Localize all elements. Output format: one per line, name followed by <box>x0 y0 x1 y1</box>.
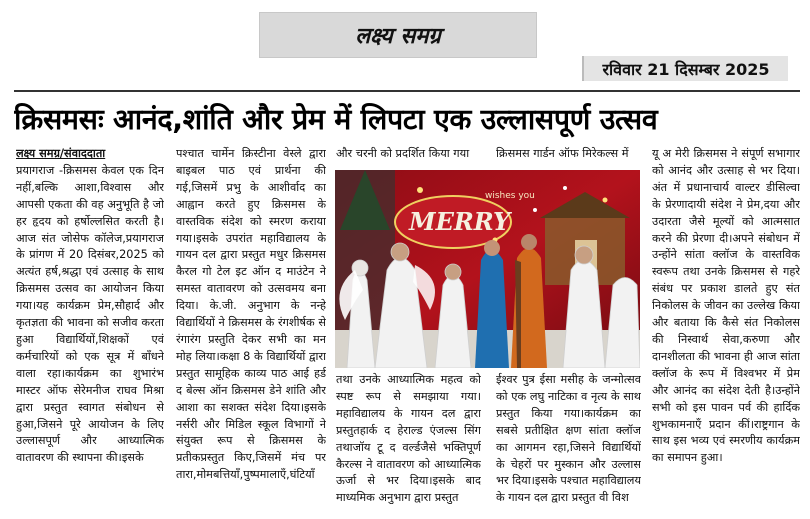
column-4-top-text: क्रिसमस गार्डन ऑफ मिरेकल्स में <box>496 147 629 160</box>
christmas-event-photo <box>335 170 640 368</box>
banner-text: MERRY <box>409 207 511 236</box>
article-column-3-top <box>336 146 481 166</box>
masthead-title: लक्ष्य समग्र <box>355 24 441 49</box>
article-column-5 <box>652 146 800 519</box>
article-column-3-bottom <box>336 372 481 519</box>
column-5-text: यू अ मेरी क्रिसमस ने संपूर्ण सभागार को आनंद और उत्साह से भर दिया।अंत में प्रधानाचार्य वाल्टर डीसिल्वा के प्रेरणादायी संदेश ने प्रेम,दया और उदारता जैसे मूल्यों को आत्मसात करने की प्रेरणा दी।अपने संबोधन में उन्होंने सांता क्लॉज के वास्तविक स्वरूप तथा उनके क्रिसमस से गहरे संबंध पर प्रकाश डालते हुए संत निकोलस के जीवन का उल्लेख किया और बताया कि कैसे संत निकोलस की निस्वार्थ सेवा,करुणा और दानशीलता की भावना ही आज सांता क्लॉज के रूप में विश्वभर में प्रेम और आनंद का संदेश देती है।उन्होंने सभी को इस पावन पर्व की हार्दिक शुभकामनाएँ प्रदान कीं।राष्ट्रगान के साथ इस भव्य एवं स्मरणीय कार्यक्रम का समापन हुआ। <box>652 147 800 465</box>
headline: क्रिसमसः आनंद,शांति और प्रेम में लिपटा एक उल्लासपूर्ण उत्सव <box>14 103 658 136</box>
wishes-text: wishes you <box>485 191 535 201</box>
article-column-2 <box>176 146 326 519</box>
column-3-bottom-text: तथा उनके आध्यात्मिक महत्व को स्पष्ट रूप से समझाया गया। महाविद्यालय के गायन दल द्वारा प्रस्तुतहार्क द हेराल्ड एंजल्स सिंग तथाजॉय टू द वर्ल्डजैसे भक्तिपूर्ण कैरल्स ने वातावरण को आध्यात्मिक ऊर्जा से भर दिया।इसके बाद माध्यमिक अनुभाग द्वारा प्रस्तुत <box>336 373 481 505</box>
column-2-text: पश्चात चार्मेन क्रिस्टीना वेस्ले द्वारा बाइबल पाठ एवं प्रार्थना की गई,जिसमें प्रभु के आशीर्वाद का आह्वान करते हुए क्रिसमस के वास्तविक संदेश को स्मरण कराया गया।इसके उपरांत महाविद्यालय के गायन दल द्वारा प्रस्तुत मधुर क्रिसमस कैरल गो टेल इट ऑन द माउंटेन ने समस्त वातावरण को उत्सवमय बना दिया। के.जी. अनुभाग के नन्हे विद्यार्थियों ने क्रिसमस के रंगशीर्षक से रंगारंग प्रस्तुति देकर सभी का मन मोह लिया।कक्षा 8 के विद्यार्थियों द्वारा प्रस्तुत सामूहिक काव्य पाठ आई हर्ड द बेल्स ऑन क्रिसमस डेने शांति और आशा का सशक्त संदेश दिया।इसके नर्सरी और मिडिल स्कूल विभागों ने संयुक्त रूप से क्रिसमस के प्रतीकप्रस्तुत किए,जिसमें मंच पर तारा,मोमबत्तियाँ,पुष्पमालाएँ,घंटियाँ <box>176 147 326 482</box>
column-4-bottom-text: ईश्वर पुत्र ईसा मसीह के जन्मोत्सव को एक लघु नाटिका व नृत्य के साथ प्रस्तुत किया गया।कार्यक्रम का सबसे प्रतीक्षित क्षण सांता क्लॉज का आगमन रहा,जिसने विद्यार्थियों के चेहरों पर मुस्कान और उल्लास भर दिया।इसके पश्चात महाविद्यालय के गायन दल द्वारा प्रस्तुत वी विश <box>496 373 641 505</box>
masthead <box>259 12 537 58</box>
article-column-4-top <box>496 146 641 166</box>
dateline: रविवार 21 दिसम्बर 2025 <box>582 56 788 81</box>
article-column-1 <box>16 146 164 519</box>
column-3-top-text: और चरनी को प्रदर्शित किया गया <box>336 147 470 160</box>
column-1-text: प्रयागराज -क्रिसमस केवल एक दिन नहीं,बल्कि आशा,विश्वास और आपसी एकता की वह अनुभूति है जो हर हृदय को हर्षोल्लसित करती है। आज संत जोसेफ कॉलेज,प्रयागराज के प्रांगण में 20 दिसंबर,2025 को अत्यंत हर्ष,श्रद्धा एवं उत्साह के साथ क्रिसमस उत्सव का आयोजन किया गया।यह कार्यक्रम प्रेम,सौहार्द और कृतज्ञता की भावना को सजीव करता हुआ विद्यार्थियों,शिक्षकों एवं कर्मचारियों को एक सूत्र में बाँधने वाला रहा।कार्यक्रम का शुभारंभ मास्टर ऑफ सेरेमनीज राघव मिश्रा द्वारा प्रस्तुत स्वागत संबोधन से हुआ,जिसने पूरे आयोजन के लिए उल्लासपूर्ण और आध्यात्मिक वातावरण की स्थापना की।इसके <box>16 163 164 465</box>
byline: लक्ष्य समग्र/संवाददाता <box>16 147 106 160</box>
header-rule <box>14 90 800 92</box>
article-column-4-bottom <box>496 372 641 519</box>
